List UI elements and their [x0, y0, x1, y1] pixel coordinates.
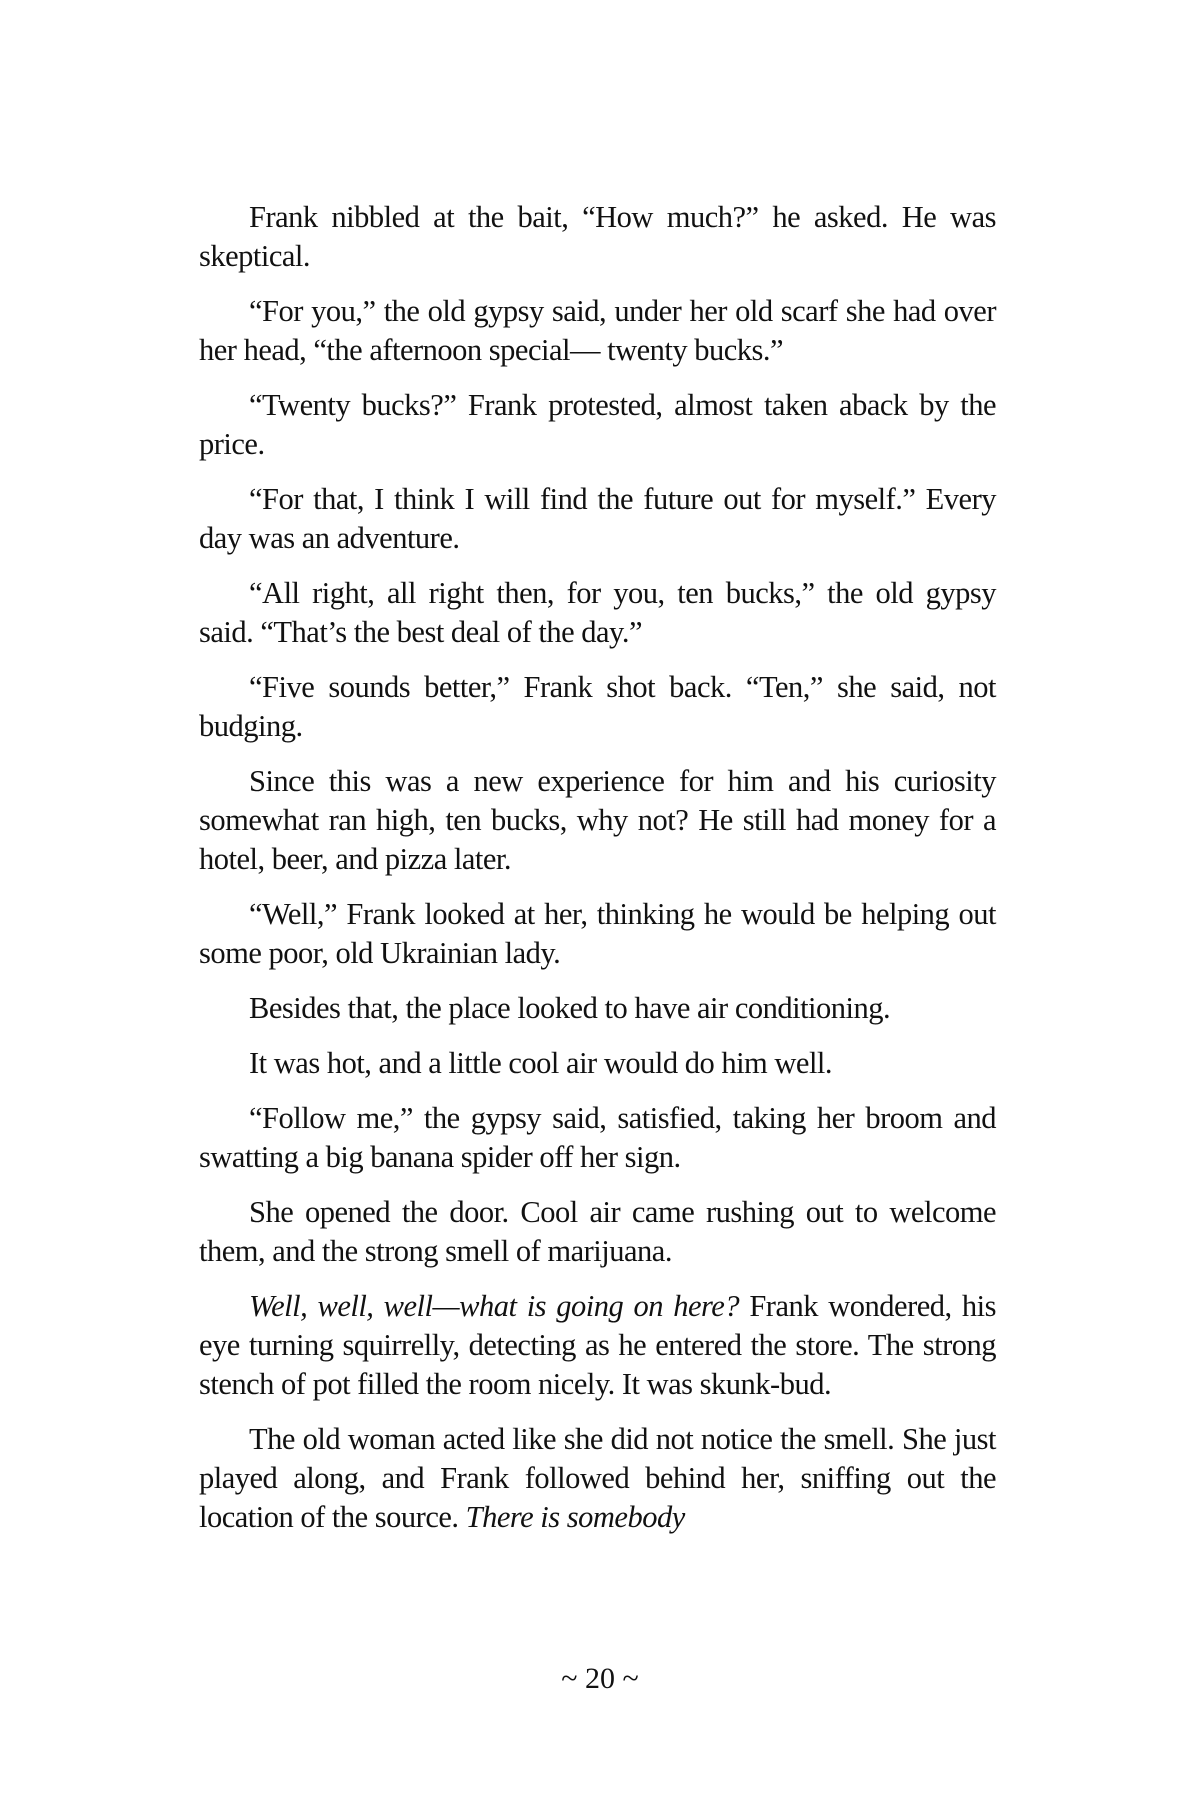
paragraph-10 — [199, 1044, 996, 1083]
paragraph-7 — [199, 762, 996, 879]
paragraph-text: Since this was a new experience for him and his curiosity somewhat ran high, ten bucks, why not? He still had money for a hotel, beer, and pizza later. — [199, 764, 996, 876]
italic-thought: Well, well, well—what is going on here? — [249, 1289, 740, 1323]
paragraph-1 — [199, 198, 996, 276]
paragraph-text: “Follow me,” the gypsy said, satisfied, taking her broom and swatting a big banana spider off her sign. — [199, 1101, 996, 1174]
paragraph-6 — [199, 668, 996, 746]
paragraph-11 — [199, 1099, 996, 1177]
paragraph-text: “For you,” the old gypsy said, under her old scarf she had over her head, “the afternoon special— twenty bucks.” — [199, 294, 996, 367]
paragraph-9 — [199, 989, 996, 1028]
paragraph-2 — [199, 292, 996, 370]
body-text — [199, 198, 996, 1553]
paragraph-text: It was hot, and a little cool air would do him well. — [249, 1046, 833, 1080]
paragraph-text: Frank wondered, his eye turning squirrelly, detecting as he entered the store. The strong stench of pot filled the room nicely. It was skunk-bud. — [199, 1289, 996, 1401]
paragraph-text: “For that, I think I will find the future out for myself.” Every day was an adventure. — [199, 482, 996, 555]
paragraph-text: She opened the door. Cool air came rushing out to welcome them, and the strong smell of marijuana. — [199, 1195, 996, 1268]
paragraph-5 — [199, 574, 996, 652]
italic-thought: There is somebody — [465, 1500, 685, 1534]
paragraph-text: “Twenty bucks?” Frank protested, almost taken aback by the price. — [199, 388, 996, 461]
paragraph-text: “Well,” Frank looked at her, thinking he would be helping out some poor, old Ukrainian lady. — [199, 897, 996, 970]
paragraph-text: The old woman acted like she did not notice the smell. She just played along, and Frank followed behind her, sniffing out the location of the source. — [199, 1422, 996, 1534]
page-number: ~ 20 ~ — [561, 1662, 639, 1695]
paragraph-text: “Five sounds better,” Frank shot back. “Ten,” she said, not budging. — [199, 670, 996, 743]
paragraph-text: Besides that, the place looked to have air conditioning. — [249, 991, 891, 1025]
paragraph-3 — [199, 386, 996, 464]
paragraph-14 — [199, 1420, 996, 1537]
paragraph-4 — [199, 480, 996, 558]
paragraph-13 — [199, 1287, 996, 1404]
paragraph-text: Frank nibbled at the bait, “How much?” he asked. He was skeptical. — [199, 200, 996, 273]
paragraph-text: “All right, all right then, for you, ten bucks,” the old gypsy said. “That’s the best deal of the day.” — [199, 576, 996, 649]
paragraph-12 — [199, 1193, 996, 1271]
paragraph-8 — [199, 895, 996, 973]
